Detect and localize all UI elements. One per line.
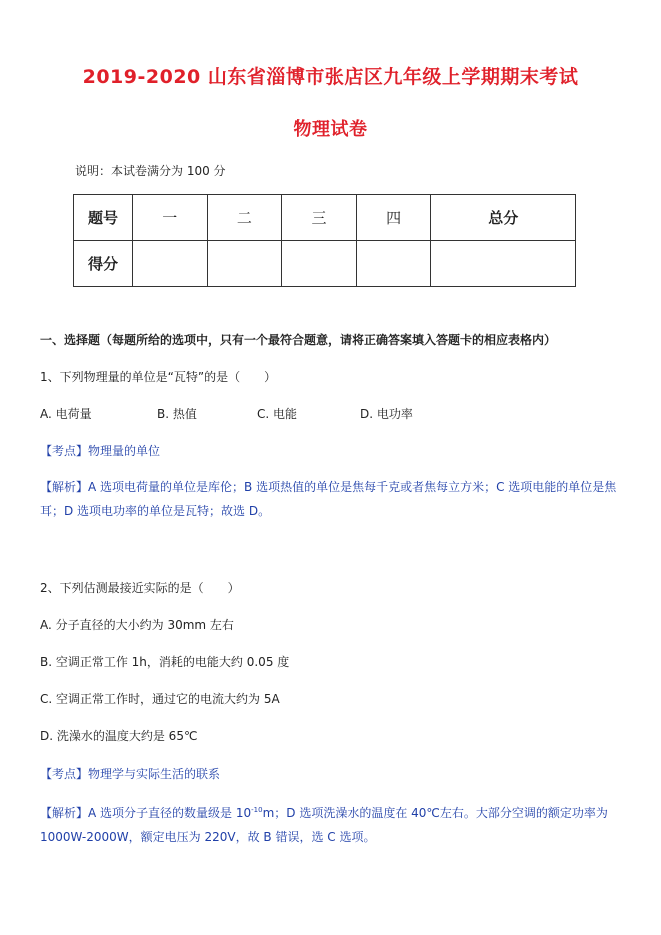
jiexi-tag: 【解析】 [40,806,89,820]
score-table-cell [133,241,208,287]
jiexi-sup-exponent: -10 [251,806,263,814]
question-1-option-d: D. 电功率 [360,407,413,421]
score-table [73,194,576,287]
exam-title: 2019-2020 山东省淄博市张店区九年级上学期期末考试 [82,66,579,88]
score-table-cell: 二 [207,195,282,241]
score-table-header-row [74,195,576,241]
jiexi-tag: 【解析】 [40,480,89,494]
question-1-analysis [40,475,625,523]
question-2-option-c: C. 空调正常工作时，通过它的电流大约为 5A [40,692,280,706]
question-1-option-a: A. 电荷量 [40,407,92,421]
question-1-option-b: B. 热值 [157,407,197,421]
jiexi-text-part2: m；D 选项洗澡水的温度在 40℃左右。大部分空调的额定功率为 1000W-2000W，额定电压为 220V，故 B 错误，选 C 选项。 [40,806,608,844]
score-table-cell: 一 [133,195,208,241]
question-2-stem: 2、下列估测最接近实际的是（ ） [40,581,240,595]
jiexi-text-part1: A 选项分子直径的数量级是 [88,806,236,820]
exam-subtitle: 物理试卷 [293,119,368,140]
jiexi-text: A 选项电荷量的单位是库伦；B 选项热值的单位是焦每千克或者焦每立方米；C 选项电能的单位是焦耳；D 选项电功率的单位是瓦特；故选 D。 [40,480,617,518]
kaodian-text: 物理量的单位 [88,444,161,458]
score-table-cell [431,241,576,287]
score-table-cell [356,241,431,287]
score-table-score-row [74,241,576,287]
score-table-cell [207,241,282,287]
section-heading: 一、选择题（每题所给的选项中，只有一个最符合题意，请将正确答案填入答题卡的相应表格内） [40,333,557,347]
score-table-cell: 题号 [74,195,133,241]
question-2-kaodian [40,765,220,782]
score-table-cell: 得分 [74,241,133,287]
score-table-cell: 三 [282,195,357,241]
score-table-cell: 四 [356,195,431,241]
jiexi-sup-base: 10 [235,806,252,820]
score-table-cell: 总分 [431,195,576,241]
kaodian-tag: 【考点】 [40,444,89,458]
question-1-stem: 1、下列物理量的单位是“瓦特”的是（ ） [40,370,277,384]
question-2-analysis [40,798,625,849]
question-2-option-d: D. 洗澡水的温度大约是 65℃ [40,729,198,743]
score-table-cell [282,241,357,287]
question-2-option-a: A. 分子直径的大小约为 30mm 左右 [40,618,234,632]
score-note: 说明：本试卷满分为 100 分 [75,164,226,178]
question-1-kaodian [40,442,160,459]
kaodian-tag: 【考点】 [40,767,89,781]
kaodian-text: 物理学与实际生活的联系 [88,767,221,781]
question-1-option-c: C. 电能 [257,407,298,421]
question-2-option-b: B. 空调正常工作 1h，消耗的电能大约 0.05 度 [40,655,290,669]
